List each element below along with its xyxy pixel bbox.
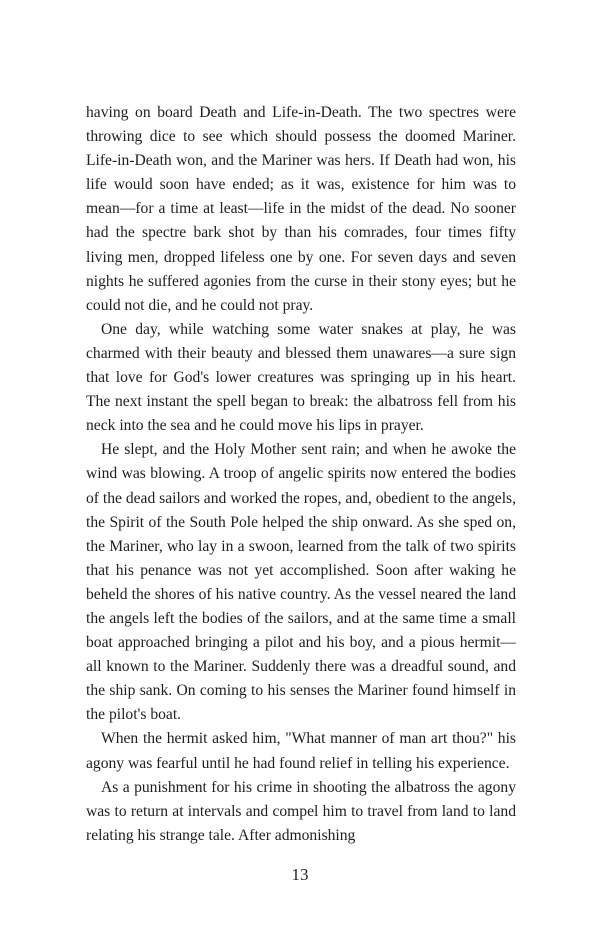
page-number: 13	[291, 865, 309, 884]
paragraph-3: He slept, and the Holy Mother sent rain; and when he awoke the wind was blowing. A troop of angelic spirits now entered the bodies of the dead sailors and worked the ropes, and, obedient to the angels, the Spirit of the South Pole helped the ship onward. As she sped on, the Mariner, who lay in a swoon, learned from the talk of two spirits that his penance was not yet accomplished. Soon after waking he beheld the shores of his native country. As the vessel neared the land the angels left the bodies of the sailors, and at the same time a small boat approached bringing a pilot and his boy, and a pious hermit—all known to the Mariner. Suddenly there was a dreadful sound, and the ship sank. On coming to his senses the Mariner found himself in the pilot's boat.	[86, 441, 517, 724]
paragraph-1: having on board Death and Life-in-Death. The two spectres were throwing dice to see which should possess the doomed Mariner. Life-in-Death won, and the Mariner was hers. If Death had won, his life would soon have ended; as it was, existence for him was to mean—for a time at least—life in the midst of the dead. No sooner had the spectre bark shot by than his comrades, four times fifty living men, dropped lifeless one by one. For seven days and seven nights he suffered agonies from the curse in their stony eyes; but he could not die, and he could not pray.	[86, 104, 516, 314]
body-text	[86, 101, 516, 848]
paragraph-4: When the hermit asked him, "What manner of man art thou?" his agony was fearful until he had found relief in telling his experience.	[86, 730, 516, 772]
paragraph-5: As a punishment for his crime in shooting the albatross the agony was to return at intervals and compel him to travel from land to land relating his strange tale. After admonishing	[86, 778, 516, 844]
paragraph-2: One day, while watching some water snakes at play, he was charmed with their beauty and blessed them unawares—a sure sign that love for God's lower creatures was springing up in his heart. The next instant the spell began to break: the albatross fell from his neck into the sea and he could move his lips in prayer.	[86, 320, 516, 435]
